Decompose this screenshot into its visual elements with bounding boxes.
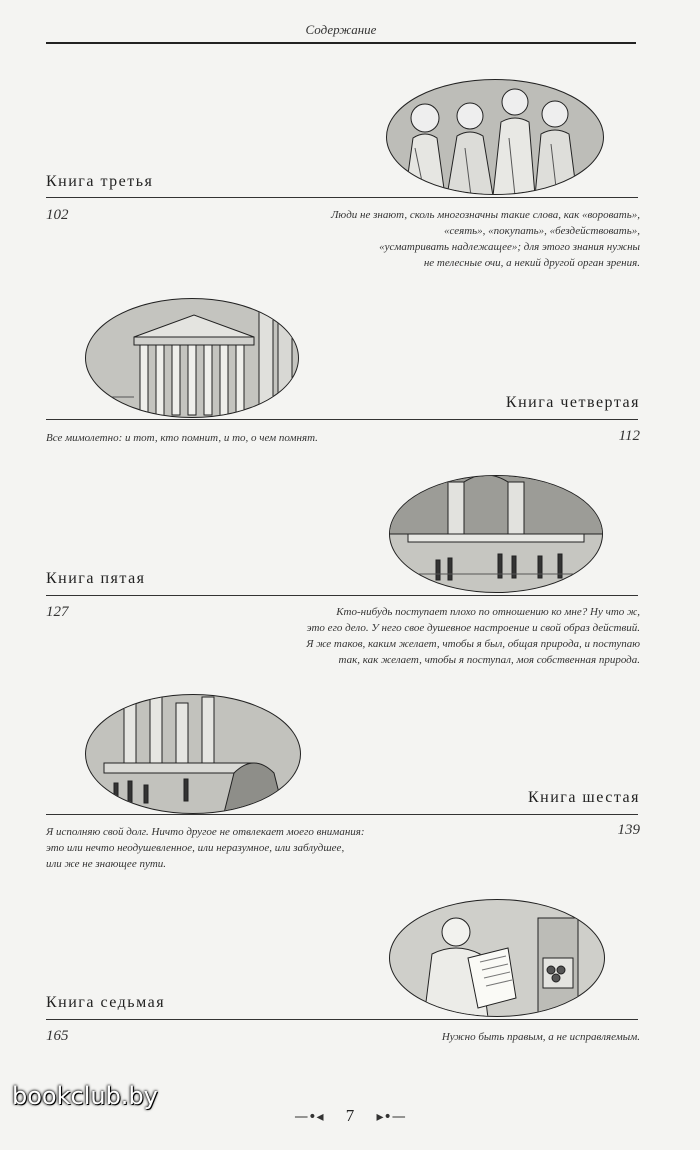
chapter-page-7: 165 <box>46 1028 69 1044</box>
chapter-rule-7 <box>46 1019 638 1020</box>
chapter-page-5: 127 <box>46 604 69 620</box>
quote-line: это или нечто неодушевленное, или неразумное, или заблудшее, <box>46 842 345 854</box>
chapter-quote-5 <box>210 604 640 668</box>
forum-scene-engraving-icon <box>388 474 604 594</box>
quote-line: Я исполняю свой долг. Ничто другое не отвлекает моего внимания: <box>46 826 365 838</box>
quote-line: «сеять», «покупать», «бездействовать», <box>443 225 640 237</box>
quote-line: Люди не знают, сколь многозначны такие слова, как «воровать», <box>330 209 640 221</box>
header-rule <box>46 42 636 44</box>
quote-line: «усматривать надлежащее»; для этого знания нужны <box>379 241 640 253</box>
chapter-page-4: 112 <box>618 428 640 444</box>
chapter-title-6: Книга шестая <box>527 789 640 806</box>
chapter-rule-5 <box>46 595 638 596</box>
chapter-page-3: 102 <box>46 207 69 223</box>
chapter-page-6: 139 <box>617 822 640 838</box>
chapter-title-5: Книга пятая <box>46 570 146 587</box>
quote-line: Все мимолетно: и тот, кто помнит, и то, о чем помнят. <box>46 432 318 444</box>
quote-line: Я же таков, каким желает, чтобы я был, общая природа, и поступаю <box>306 638 640 650</box>
watermark-text: bookclub.by <box>12 1082 158 1110</box>
quote-line: это его дело. У него свое душевное настроение и свой образ действий. <box>306 622 640 634</box>
quote-line: Кто-нибудь поступает плохо по отношению ко мне? Ну что ж, <box>336 606 640 618</box>
chapter-rule-3 <box>46 197 638 198</box>
reading-scholar-engraving-icon <box>388 898 606 1018</box>
quote-line: так, как желает, чтобы я поступал, моя собственная природа. <box>338 654 640 666</box>
quote-line: или же не знающее пути. <box>46 858 167 870</box>
chapter-rule-4 <box>46 419 638 420</box>
chapter-quote-3 <box>220 207 640 271</box>
temple-facade-engraving-icon <box>84 297 300 419</box>
chapter-quote-4 <box>46 430 496 446</box>
footer-ornament-right: ▸•— <box>376 1109 406 1125</box>
quote-line: не телесные очи, а некий другой орган зрения. <box>423 257 640 269</box>
chapter-rule-6 <box>46 814 638 815</box>
philosophers-engraving-icon <box>385 78 605 196</box>
page-number: 7 <box>345 1106 355 1125</box>
footer-ornament-left: —•◂ <box>294 1109 324 1125</box>
chapter-quote-6 <box>46 824 496 872</box>
chapter-title-4: Книга четвертая <box>505 394 640 411</box>
quote-line: Нужно быть правым, а не исправляемым. <box>441 1031 640 1043</box>
chapter-title-7: Книга седьмая <box>46 994 166 1011</box>
chapter-quote-7 <box>240 1029 640 1045</box>
ruins-scene-engraving-icon <box>84 693 302 815</box>
running-header: Содержание <box>305 22 377 37</box>
chapter-title-3: Книга третья <box>46 173 154 190</box>
